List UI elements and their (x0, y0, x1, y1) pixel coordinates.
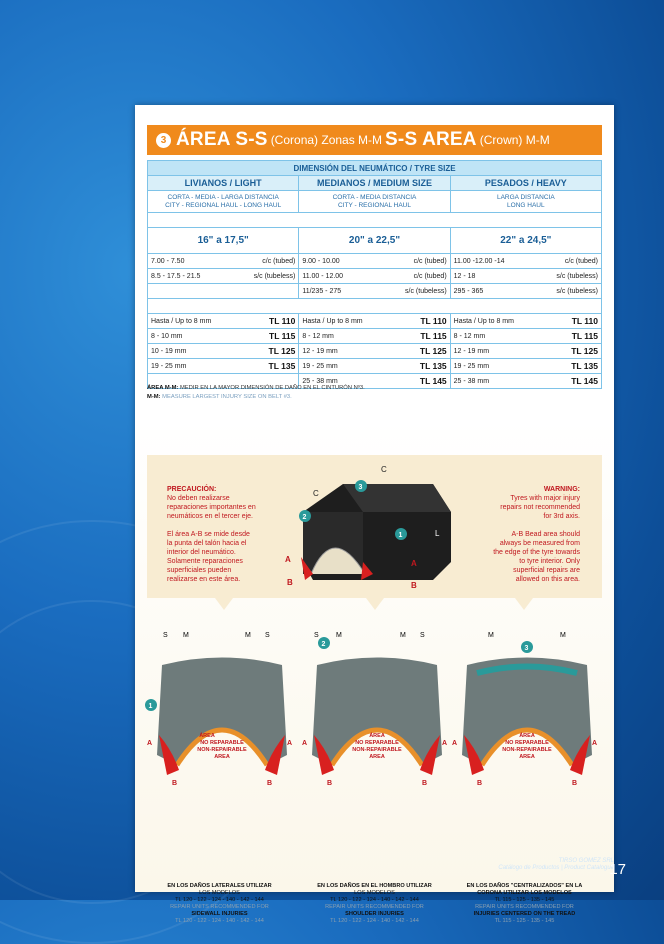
label-s: S (163, 632, 168, 639)
size-cell (299, 284, 450, 299)
page-number: 17 (609, 861, 626, 878)
size-cell (148, 284, 299, 299)
size-cell (148, 269, 299, 284)
caption-line: TL 120 - 122 - 124 - 140 - 142 - 144 (175, 897, 264, 903)
size-range: 295 - 365 (453, 287, 484, 295)
label-b: B (477, 780, 483, 787)
label-b: B (422, 780, 428, 787)
subtitle-es: CORTA - MEDIA DISTANCIA (332, 193, 417, 201)
size-type: s/c (tubeless) (253, 272, 296, 280)
category-heavy: PESADOS / HEAVY (450, 176, 601, 191)
marker-2-label: 2 (321, 641, 326, 648)
repair-cell (450, 329, 601, 344)
size-range: 9.00 - 10.00 (302, 257, 340, 265)
repair-unit: TL 115 (571, 331, 598, 341)
text-line: Solamente reparaciones (167, 558, 243, 565)
label-l: L (435, 529, 440, 538)
size-type: s/c (tubeless) (405, 287, 447, 295)
repair-range: 8 - 12 mm (453, 332, 486, 340)
subtitle-light (148, 191, 299, 213)
subtitle-en: LONG HAUL (507, 201, 545, 209)
label-b: B (327, 780, 333, 787)
repair-cell (148, 344, 299, 359)
text-line: Tyres with major injury (510, 495, 580, 502)
repair-range: 8 - 12 mm (302, 332, 334, 340)
label-b-right: B (411, 581, 417, 590)
repair-range: 19 - 25 mm (453, 362, 490, 370)
label-a-left: A (285, 555, 291, 564)
area-label-2: NO REPARABLE (505, 740, 549, 746)
table-row (148, 344, 602, 359)
size-cell (148, 254, 299, 269)
repair-unit: TL 145 (419, 376, 447, 386)
table-row (148, 269, 602, 284)
size-heavy: 22" a 24,5" (450, 228, 601, 254)
repair-range: 25 - 38 mm (453, 377, 490, 385)
repair-unit: TL 115 (269, 331, 296, 341)
cross-section-crown (452, 632, 597, 787)
area-label-1: ÁREA (519, 733, 535, 739)
text-line: always be measured from (499, 540, 580, 547)
repair-cell (299, 359, 450, 374)
label-s: S (314, 632, 319, 639)
repair-cell (148, 359, 299, 374)
repair-range: 12 - 19 mm (453, 347, 490, 355)
repair-range: 19 - 25 mm (151, 362, 187, 370)
repair-cell (450, 359, 601, 374)
label-a: A (592, 740, 598, 747)
size-type: s/c (tubeless) (556, 272, 598, 280)
footer-company: TIRSO GOMEZ SRL (558, 858, 614, 864)
label-m: M (336, 632, 342, 639)
area-label-1: ÁREA (199, 733, 215, 739)
caption-shoulder (302, 883, 447, 925)
caption-sidewall (147, 883, 292, 925)
page-footer (498, 858, 614, 872)
size-cell (450, 269, 601, 284)
label-m: M (183, 632, 189, 639)
area-label-4: AREA (369, 754, 385, 760)
size-type: c/c (tubed) (413, 272, 447, 280)
text-line: allowed on this area. (515, 576, 580, 583)
text-line: superficiales pueden (167, 567, 232, 574)
repair-unit: TL 135 (571, 361, 598, 371)
repair-cell (450, 344, 601, 359)
size-range: 12 - 18 (453, 272, 476, 280)
caption-line: TL 120 - 122 - 124 - 140 - 142 - 144 (330, 897, 419, 903)
callout-pointer (366, 598, 384, 610)
cross-section-diagrams (147, 625, 602, 790)
repair-range: 19 - 25 mm (302, 362, 338, 370)
label-a: A (147, 740, 153, 747)
text-line: for 3rd axis. (543, 513, 580, 520)
caption-line: TL 115 - 125 - 135 - 145 (494, 918, 555, 924)
area-label-4: AREA (214, 754, 230, 760)
repair-range: 8 - 10 mm (151, 332, 183, 340)
text-line: interior del neumático. (167, 549, 236, 556)
title-en-small: (Crown) M-M (479, 133, 550, 147)
repair-unit: TL 135 (419, 361, 447, 371)
caption-line: TL 120 - 122 - 124 - 140 - 142 - 144 (175, 918, 264, 924)
note-en-text: MEASURE LARGEST INJURY SIZE ON BELT #3. (162, 394, 292, 400)
size-cell (450, 284, 601, 299)
precaution-title: PRECAUCIÓN: (167, 486, 217, 493)
text-line: la punta del talón hacia el (167, 540, 247, 547)
label-b: B (572, 780, 578, 787)
text-line: El área A-B se mide desde (167, 531, 250, 538)
table-row (148, 284, 602, 299)
caption-line: CORONA UTILIZAR LOS MODELOS (477, 890, 572, 896)
caption-crown (452, 883, 597, 925)
cross-section-sidewall (145, 632, 292, 787)
category-medium: MEDIANOS / MEDIUM SIZE (299, 176, 450, 191)
repair-unit: TL 115 (420, 331, 447, 341)
spacer (148, 299, 602, 314)
caption-line: REPAIR UNITS RECOMMENDED FOR (475, 904, 574, 910)
area-label-2: NO REPARABLE (200, 740, 244, 746)
subtitle-en: CITY - REGIONAL HAUL - LONG HAUL (165, 201, 282, 209)
note-en-label: M-M: (147, 394, 161, 400)
note-es-label: ÁREA M-M: (147, 385, 179, 391)
caption-line: TL 120 - 122 - 124 - 140 - 142 - 144 (330, 918, 419, 924)
repair-range: 10 - 19 mm (151, 347, 187, 355)
label-m: M (245, 632, 251, 639)
title-es-small: (Corona) Zonas M-M (270, 133, 383, 147)
repair-unit: TL 110 (571, 316, 598, 326)
text-line: No deben realizarse (167, 495, 230, 502)
text-line: to tyre interior. Only (519, 558, 580, 565)
size-type: c/c (tubed) (564, 257, 598, 265)
label-s: S (420, 632, 425, 639)
repair-unit: TL 125 (571, 346, 598, 356)
table-row (148, 329, 602, 344)
area-label-3: NON-REPAIRABLE (197, 747, 247, 753)
repair-cell (299, 344, 450, 359)
repair-range: 12 - 19 mm (302, 347, 338, 355)
catalogue-page (135, 105, 614, 924)
text-line: the edge of the tyre towards (493, 549, 580, 556)
label-s: S (265, 632, 270, 639)
label-m: M (488, 632, 494, 639)
title-es-big: ÁREA S-S (176, 129, 268, 150)
section-number-badge: 3 (156, 133, 171, 148)
repair-unit: TL 110 (269, 316, 296, 326)
size-range: 7.00 - 7.50 (151, 257, 185, 265)
text-line: A-B Bead area should (511, 531, 580, 538)
size-light: 16" a 17,5" (148, 228, 299, 254)
caption-line: LOS MODELOS (199, 890, 240, 896)
caption-line: EN LOS DAÑOS EN EL HOMBRO UTILIZAR (317, 883, 432, 889)
size-type: c/c (tubed) (413, 257, 447, 265)
precaution-text (167, 485, 277, 584)
repair-cell (450, 374, 601, 389)
size-medium: 20" a 22,5" (299, 228, 450, 254)
size-range: 11.00 -12.00 -14 (453, 257, 505, 265)
repair-range: Hasta / Up to 8 mm (453, 317, 514, 325)
cross-section-shoulder (302, 632, 447, 787)
label-a: A (442, 740, 448, 747)
category-light: LIVIANOS / LIGHT (148, 176, 299, 191)
subtitle-heavy (450, 191, 601, 213)
repair-unit: TL 125 (419, 346, 447, 356)
warning-title: WARNING: (543, 486, 580, 493)
caption-line: EN LOS DAÑOS LATERALES UTILIZAR (167, 883, 272, 889)
diagram-section (135, 420, 614, 924)
repair-unit: TL 125 (268, 346, 296, 356)
area-label-3: NON-REPAIRABLE (502, 747, 552, 753)
label-a: A (287, 740, 293, 747)
size-range: 8.5 - 17.5 - 21.5 (151, 272, 201, 280)
subtitle-medium (299, 191, 450, 213)
spacer (148, 213, 602, 228)
subtitle-es: LARGA DISTANCIA (496, 193, 555, 201)
table-row (148, 314, 602, 329)
text-line: superficial repairs are (513, 567, 580, 574)
table-row (148, 254, 602, 269)
footer-catalogue: Catálogo de Productos | Product Catalogue (498, 865, 614, 871)
table-row (148, 359, 602, 374)
size-cell (450, 254, 601, 269)
size-range: 11.00 - 12.00 (302, 272, 344, 280)
tyre-cutaway-illustration (283, 462, 463, 597)
marker-2-label: 2 (302, 514, 307, 521)
label-b: B (172, 780, 178, 787)
text-line: neumáticos en el tercer eje. (167, 513, 253, 520)
size-type: s/c (tubeless) (556, 287, 598, 295)
warning-text (460, 485, 580, 584)
note-en (147, 394, 292, 400)
note-es (147, 385, 365, 391)
section-title-bar (147, 125, 602, 155)
subtitle-en: CITY - REGIONAL HAUL (338, 201, 411, 209)
size-cell (299, 254, 450, 269)
repair-cell (148, 314, 299, 329)
marker-3-label: 3 (524, 645, 529, 652)
area-label-2: NO REPARABLE (355, 740, 399, 746)
subtitle-es: CORTA - MEDIA - LARGA DISTANCIA (167, 193, 279, 201)
repair-cell (299, 314, 450, 329)
repair-cell (148, 329, 299, 344)
repair-cell (450, 314, 601, 329)
text-line: reparaciones importantes en (167, 504, 256, 511)
text-line: realizarse en este área. (167, 576, 241, 583)
repair-range: 25 - 38 mm (302, 377, 338, 385)
repair-cell (299, 329, 450, 344)
label-c-side: C (313, 489, 319, 498)
text-line: repairs not recommended (500, 504, 580, 511)
label-b-left: B (287, 578, 293, 587)
repair-unit: TL 135 (268, 361, 296, 371)
label-m: M (560, 632, 566, 639)
label-b: B (267, 780, 273, 787)
table-header: DIMENSIÓN DEL NEUMÁTICO / TYRE SIZE (148, 161, 602, 176)
area-label-4: AREA (519, 754, 535, 760)
caption-line: SHOULDER INJURIES (345, 911, 404, 917)
marker-1-label: 1 (148, 703, 153, 710)
repair-unit: TL 110 (420, 316, 447, 326)
repair-range: Hasta / Up to 8 mm (151, 317, 212, 325)
tyre-size-table (147, 160, 602, 389)
caption-line: SIDEWALL INJURIES (191, 911, 248, 917)
area-label-1: ÁREA (369, 733, 385, 739)
callout-pointer (515, 598, 533, 610)
marker-1-label: 1 (398, 532, 403, 539)
label-a-right: A (411, 559, 417, 568)
label-a: A (302, 740, 308, 747)
area-label-3: NON-REPAIRABLE (352, 747, 402, 753)
caption-line: REPAIR UNITS RECOMMENDED FOR (170, 904, 269, 910)
caption-line: EN LOS DAÑOS "CENTRALIZADOS" EN LA (466, 883, 583, 889)
label-a: A (452, 740, 458, 747)
label-c-top: C (381, 465, 387, 474)
caption-line: TL 115 - 125 - 135 - 145 (494, 897, 555, 903)
marker-3-label: 3 (358, 484, 363, 491)
caption-line: REPAIR UNITS RECOMMENDED FOR (325, 904, 424, 910)
size-type: c/c (tubed) (262, 257, 296, 265)
caption-line: LOS MODELOS (354, 890, 395, 896)
size-cell (299, 269, 450, 284)
callout-pointer (215, 598, 233, 610)
title-en-big: S-S AREA (385, 129, 477, 150)
label-m: M (400, 632, 406, 639)
repair-unit: TL 145 (571, 376, 598, 386)
repair-range: Hasta / Up to 8 mm (302, 317, 363, 325)
note-es-text: MEDIR EN LA MAYOR DIMENSIÓN DE DAÑO EN EL CINTURÓN Nº3. (179, 385, 365, 391)
size-range: 11/235 - 275 (302, 287, 342, 295)
caption-line: INJURIES CENTERED ON THE TREAD (473, 911, 576, 917)
